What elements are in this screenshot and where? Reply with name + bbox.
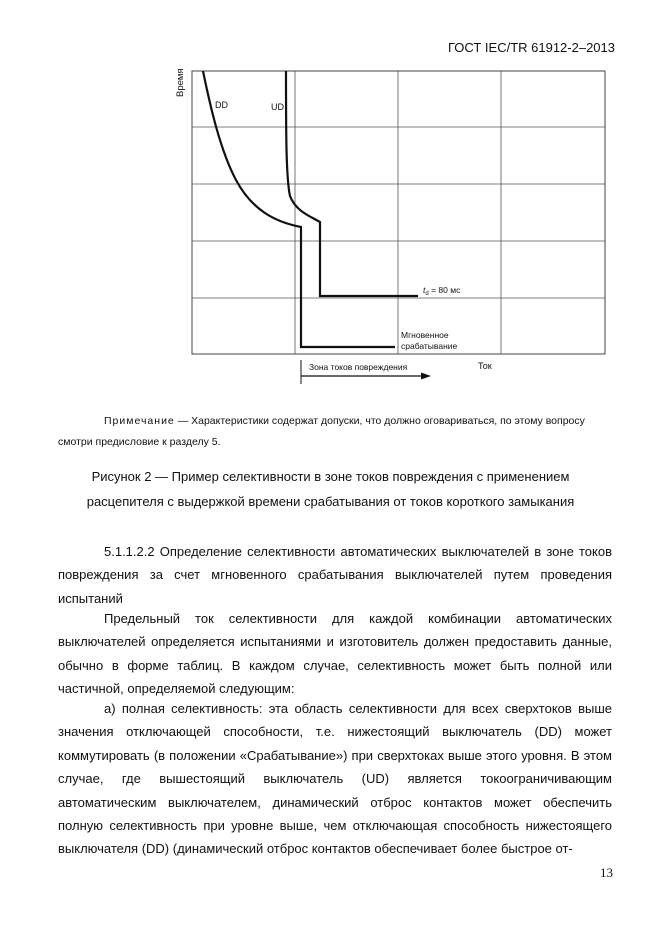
curve-dd-label: DD bbox=[215, 100, 228, 110]
zone-arrow-head bbox=[421, 373, 431, 380]
curve-ud-label: UD bbox=[271, 102, 284, 112]
figure-caption-line2: расцепителя с выдержкой времени срабатывания от токов короткого замыкания bbox=[86, 494, 575, 509]
selectivity-chart bbox=[0, 0, 661, 420]
td-value: = 80 мс bbox=[428, 285, 461, 295]
paragraph-full-selectivity: а) полная селективность: эта область селективности для всех сверхтоков выше значения отключающей способности, т.е. нижестоящий выключатель (DD) может коммутировать (в положении «Срабатывание») при сверхтоках выше этого уровня. В этом случае, где вышестоящий выключатель (UD) является токоограничивающим автоматическим выключателем, динамический отброс контактов может обеспечить полную селективность при уровне выше, чем отключающая способность нижестоящего выключателя (DD) (динамический отброс контактов обеспечивает более быстрое от- bbox=[58, 701, 612, 857]
y-axis-label: Время bbox=[175, 68, 186, 97]
zone-label: Зона токов повреждения bbox=[309, 362, 408, 372]
page-number: 13 bbox=[600, 865, 613, 880]
figure-note bbox=[58, 411, 610, 453]
chart-grid bbox=[192, 71, 605, 354]
paragraph-5-1-1-2-2: 5.1.1.2.2 Определение селективности автоматических выключателей в зоне токов повреждения за счет мгновенного срабатывания выключателей путем проведения испытаний bbox=[58, 544, 612, 606]
td-label bbox=[423, 285, 461, 297]
paragraph-selectivity-limit: Предельный ток селективности для каждой комбинации автоматических выключателей определяется испытаниями и изготовитель должен предоставить данные, обычно в форме таблиц. В каждом случае, селективность может быть полной или частичной, определяемой следующим: bbox=[58, 611, 612, 697]
instant-label-line2: срабатывание bbox=[401, 341, 458, 351]
document-code-header: ГОСТ IEC/TR 61912-2–2013 bbox=[447, 40, 615, 55]
instant-label-line1: Мгновенное bbox=[401, 330, 449, 340]
x-axis-label: Ток bbox=[478, 361, 492, 371]
note-label: Примечание bbox=[104, 415, 175, 427]
td-subscript: d bbox=[425, 291, 429, 297]
figure-caption-line1: Рисунок 2 — Пример селективности в зоне токов повреждения с применением bbox=[91, 469, 570, 484]
note-text: — Характеристики содержат допуски, что должно оговариваться, по этому вопросу смотри предисловие к разделу 5. bbox=[58, 415, 585, 448]
td-symbol: t bbox=[423, 285, 426, 295]
chart-frame bbox=[192, 71, 605, 354]
